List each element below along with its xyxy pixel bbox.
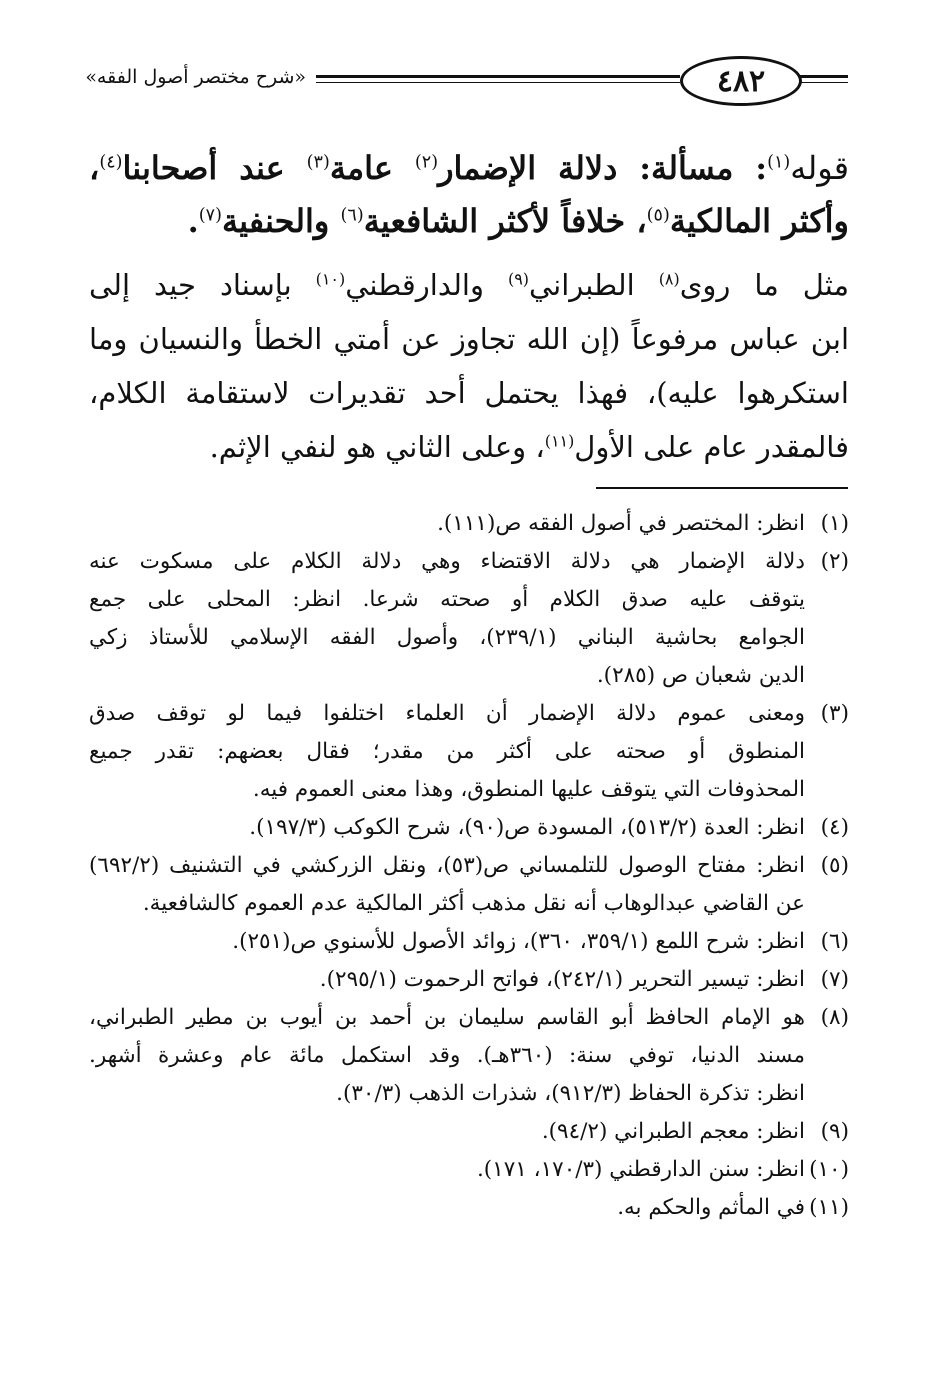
- footnote-item: [89, 1189, 849, 1227]
- footnote-line: يتوقف عليه صدق الكلام أو صحته شرعا. انظر: المحلى على جمع: [89, 587, 805, 612]
- footnote-item: [89, 847, 849, 923]
- book-title: «شرح مختصر أصول الفقه»: [85, 66, 306, 88]
- footnote-item: [89, 923, 849, 961]
- footnote-line: انظر: شرح اللمع (٣٥٩/١، ٣٦٠)، زوائد الأصول للأسنوي ص(٢٥١).: [232, 929, 805, 954]
- text-segment: استكرهوا عليه)، فهذا يحتمل أحد تقديرات لاستقامة الكلام،: [89, 376, 849, 410]
- footnote-number: (٦): [820, 929, 849, 954]
- footnote-line: ومعنى عموم دلالة الإضمار أن العلماء اختلفوا فيما لو توقف صدق: [89, 701, 805, 726]
- header-rule-right: [796, 75, 848, 78]
- text-line: [89, 142, 849, 195]
- footnote-ref: (١): [767, 152, 791, 173]
- footnote-text: [89, 1189, 805, 1227]
- footnote-item: [89, 1113, 849, 1151]
- footnote-ref: (٦): [340, 205, 364, 226]
- footnote-line: هو الإمام الحافظ أبو القاسم سليمان بن أحمد بن أيوب بن مطير الطبراني،: [89, 1005, 805, 1030]
- footnote-number: (١): [820, 511, 849, 536]
- footnote-line: انظر: سنن الدارقطني (١٧٠/٣، ١٧١).: [476, 1157, 805, 1182]
- footnote-ref: (١١): [544, 431, 575, 451]
- footnote-item: [89, 1151, 849, 1189]
- footnote-line: الدين شعبان ص (٢٨٥).: [596, 663, 805, 688]
- footnote-line: انظر: مفتاح الوصول للتلمساني ص(٥٣)، ونقل الزركشي في التشنيف (٦٩٢/٢): [89, 853, 805, 878]
- text-segment: .: [187, 202, 199, 240]
- footnote-line: انظر: تذكرة الحفاظ (٩١٢/٣)، شذرات الذهب (٣٠/٣).: [336, 1081, 805, 1106]
- footnote-number: (٣): [820, 701, 849, 726]
- running-header: [0, 52, 949, 112]
- footnote-ref: (٥): [646, 205, 670, 226]
- commentary-paragraph: [89, 258, 849, 474]
- footnotes-list: [89, 505, 849, 1227]
- text-segment: عند أصحابنا: [122, 149, 307, 187]
- footnote-line: في المأثم والحكم به.: [617, 1195, 805, 1220]
- footnote-separator: [596, 487, 848, 489]
- header-rule-right-thin: [796, 82, 848, 83]
- footnote-number: (٨): [820, 1005, 849, 1030]
- footnote-number: (٧): [820, 967, 849, 992]
- footnote-number: (٤): [820, 815, 849, 840]
- footnote-text: [89, 999, 805, 1113]
- footnote-ref: (٩): [507, 269, 529, 289]
- footnote-ref: (١٠): [315, 269, 346, 289]
- footnote-line: الجوامع بحاشية البناني (٢٣٩/١)، وأصول الفقه الإسلامي للأستاذ زكي: [89, 625, 805, 650]
- text-segment: بإسناد جيد إلى: [89, 268, 316, 302]
- footnote-line: المنطوق أو صحته على أكثر من مقدر؛ فقال بعضهم: تقدر جميع: [89, 739, 805, 764]
- footnote-ref: (٨): [658, 269, 680, 289]
- footnote-number: (١١): [809, 1195, 849, 1220]
- footnote-item: [89, 999, 849, 1113]
- text-segment: قوله: [790, 149, 850, 187]
- footnote-line: انظر: المختصر في أصول الفقه ص(١١١).: [437, 511, 805, 536]
- footnote-text: [89, 847, 805, 923]
- footnote-ref: (٤): [99, 152, 123, 173]
- header-rule-left-thin: [316, 82, 680, 83]
- text-segment: ، وعلى الثاني هو لنفي الإثم.: [209, 430, 545, 464]
- footnote-item: [89, 505, 849, 543]
- text-line: [89, 195, 849, 248]
- footnote-text: [89, 923, 805, 961]
- footnote-ref: (٧): [198, 205, 222, 226]
- footnote-text: [89, 505, 805, 543]
- footnote-line: عن القاضي عبدالوهاب أنه نقل مذهب أكثر المالكية عدم العموم كالشافعية.: [142, 891, 805, 916]
- footnote-line: مسند الدنيا، توفي سنة: (٣٦٠هـ). وقد استكمل مائة عام وعشرة أشهر.: [89, 1043, 805, 1068]
- text-segment: فالمقدر عام على الأول: [574, 430, 849, 464]
- text-segment: الطبراني: [528, 268, 659, 302]
- footnote-line: انظر: العدة (٥١٣/٢)، المسودة ص(٩٠)، شرح الكوكب (١٩٧/٣).: [249, 815, 805, 840]
- text-segment: : مسألة: دلالة الإضمار: [438, 149, 768, 187]
- footnote-ref: (٣): [306, 152, 330, 173]
- commentary-body: [89, 258, 849, 474]
- footnote-line: دلالة الإضمار هي دلالة الاقتضاء وهي دلالة الكلام على مسكوت عنه: [89, 549, 805, 574]
- footnote-ref: (٢): [414, 152, 439, 173]
- page-number: [680, 56, 802, 106]
- footnote-number: (٩): [820, 1119, 849, 1144]
- text-line: [89, 312, 849, 366]
- footnote-item: [89, 695, 849, 809]
- footnote-number: (٥): [820, 853, 849, 878]
- footnote-text: [89, 695, 805, 809]
- text-segment: ، خلافاً لأكثر الشافعية: [363, 202, 647, 240]
- quoted-matn: [89, 142, 849, 248]
- text-segment: عامة: [329, 149, 415, 187]
- footnote-line: انظر: تيسير التحرير (٢٤٢/١)، فواتح الرحموت (٢٩٥/١).: [319, 967, 805, 992]
- footnote-text: [89, 1113, 805, 1151]
- text-segment: ابن عباس مرفوعاً (إن الله تجاوز عن أمتي الخطأ والنسيان وما: [89, 322, 849, 356]
- text-segment: والحنفية: [221, 202, 341, 240]
- text-segment: وأكثر المالكية: [669, 202, 849, 240]
- footnote-item: [89, 809, 849, 847]
- text-segment: والدارقطني: [345, 268, 508, 302]
- footnote-text: [89, 1151, 805, 1189]
- quoted-matn-paragraph: [89, 142, 849, 248]
- footnote-text: [89, 961, 805, 999]
- header-rule-left: [316, 75, 680, 78]
- footnote-text: [89, 809, 805, 847]
- footnote-line: المحذوفات التي يتوقف عليها المنطوق، وهذا معنى العموم فيه.: [252, 777, 805, 802]
- text-line: [89, 366, 849, 420]
- footnote-number: (١٠): [809, 1157, 849, 1182]
- text-line: [89, 420, 849, 474]
- footnote-text: [89, 543, 805, 695]
- footnote-line: انظر: معجم الطبراني (٩٤/٢).: [541, 1119, 805, 1144]
- text-line: [89, 258, 849, 312]
- footnote-item: [89, 543, 849, 695]
- text-segment: ،: [89, 149, 100, 187]
- footnote-number: (٢): [820, 549, 849, 574]
- footnote-item: [89, 961, 849, 999]
- text-segment: مثل ما روى: [679, 268, 850, 302]
- page-number-text: ٤٨٢: [716, 63, 766, 99]
